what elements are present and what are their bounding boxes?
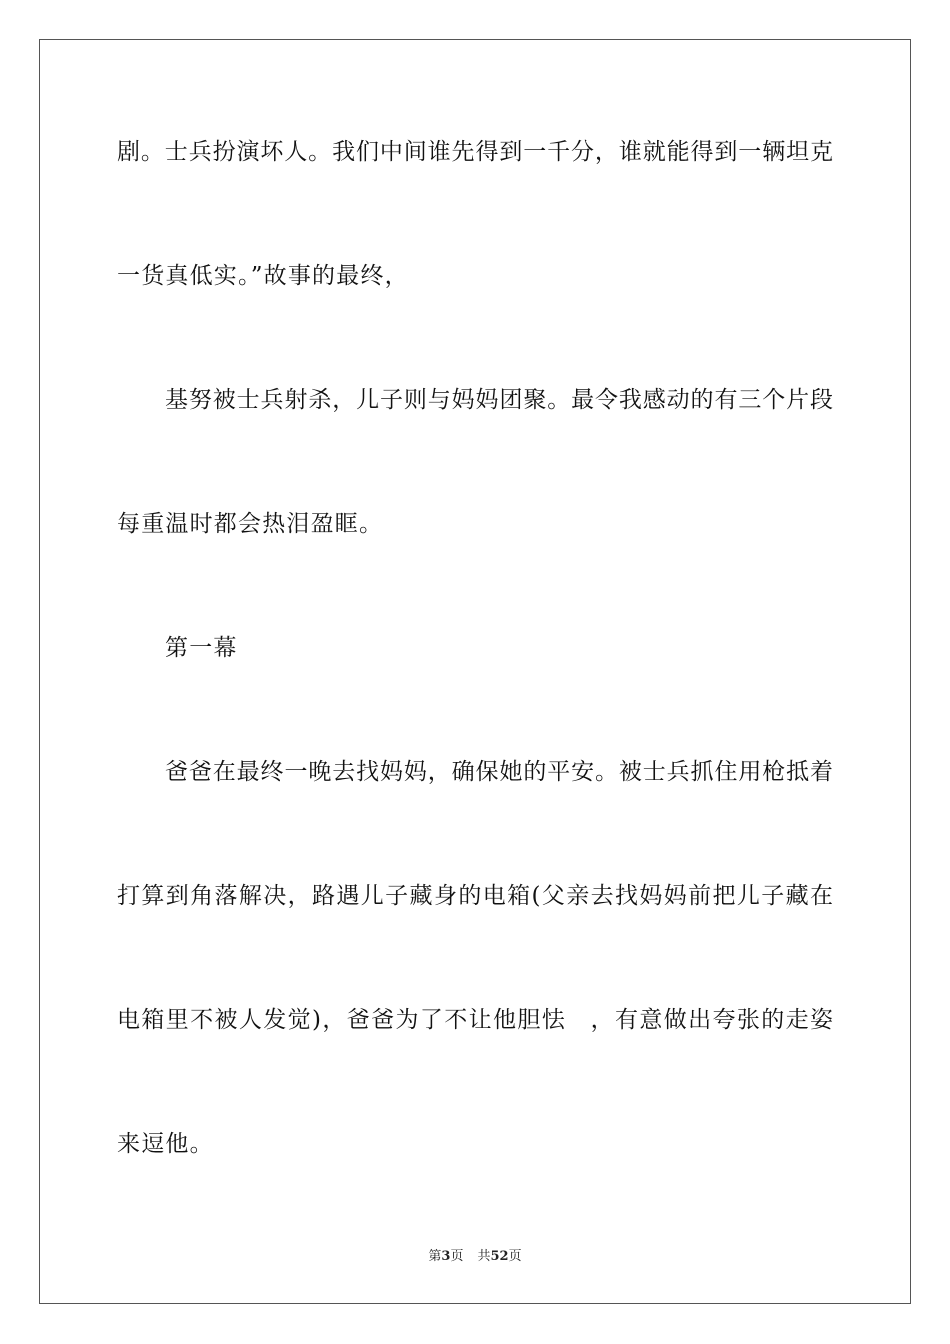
page-footer — [0, 1248, 950, 1266]
total-suffix: 页 — [508, 1249, 522, 1264]
page-prefix: 第 — [428, 1249, 442, 1264]
body-line-2: 一货真低实。”故事的最终， — [117, 263, 409, 289]
page-border — [39, 39, 911, 1304]
body-line-4: 每重温时都会热泪盈眶。 — [117, 511, 384, 537]
page-total: 52 — [490, 1249, 509, 1264]
page-current: 3 — [441, 1249, 451, 1264]
body-line-7: 电箱里不被人发觉)，爸爸为了不让他胆怯 ，有意做出夸张的走姿 — [117, 1007, 833, 1033]
section-heading: 第一幕 — [165, 635, 238, 661]
total-prefix: 共 — [477, 1249, 491, 1264]
body-line-3: 基努被士兵射杀，儿子则与妈妈团聚。最令我感动的有三个片段 — [165, 387, 833, 413]
page-suffix: 页 — [450, 1249, 464, 1264]
body-line-5: 爸爸在最终一晚去找妈妈，确保她的平安。被士兵抓住用枪抵着 — [165, 759, 833, 785]
body-line-1: 剧。士兵扮演坏人。我们中间谁先得到一千分，谁就能得到一辆坦克 — [117, 139, 833, 165]
body-line-8: 来逗他。 — [117, 1131, 214, 1157]
body-line-6: 打算到角落解决，路遇儿子藏身的电箱(父亲去找妈妈前把儿子藏在 — [117, 883, 833, 909]
